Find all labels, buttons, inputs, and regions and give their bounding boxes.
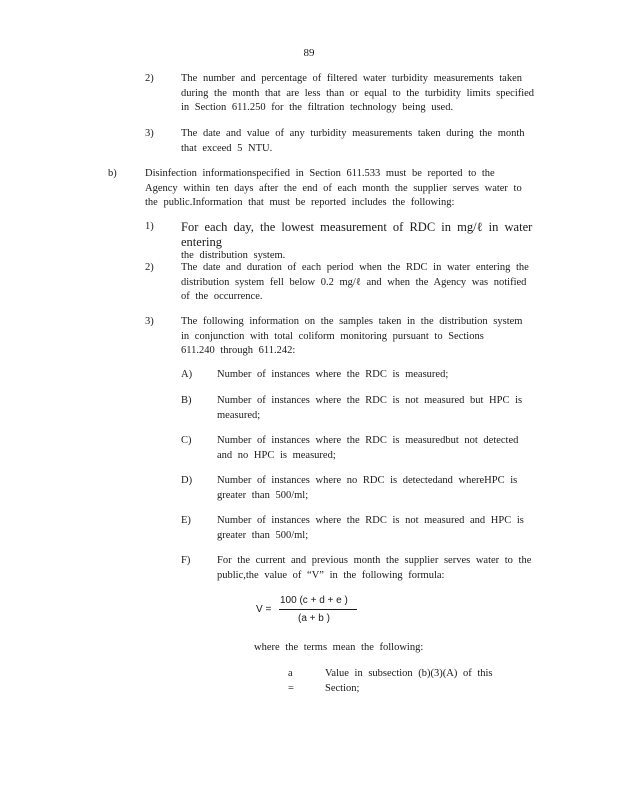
sub-item-line: greater than 500/ml;	[217, 489, 309, 501]
sub-item-label: B)	[181, 395, 192, 406]
page-number: 89	[303, 47, 315, 59]
sub-item-label: F)	[181, 555, 191, 566]
item-label: 1)	[145, 221, 154, 232]
section-line: Disinfection informationspecified in Section 611.533 must be reported to the	[145, 168, 495, 179]
item-line: For each day, the lowest measurement of RDC in mg/ℓ in water entering	[181, 220, 533, 249]
item-line: of the occurrence.	[181, 291, 263, 302]
sub-item-label: A)	[181, 369, 193, 380]
sub-item-line: public,the value of “V” in the following formula:	[217, 569, 445, 581]
sub-item-label: D)	[181, 475, 193, 486]
item-label: 2)	[145, 262, 154, 273]
item-line: the distribution system.	[181, 250, 286, 261]
item-line: distribution system fell below 0.2 mg/ℓ and when the Agency was notified	[181, 276, 527, 288]
section-line: the public.Information that must be reported includes the following:	[145, 197, 455, 208]
item-line: that exceed 5 NTU.	[181, 142, 273, 154]
item-label: 3)	[145, 316, 154, 327]
item-line: in Section 611.250 for the filtration technology being used.	[181, 102, 454, 113]
item-line: The number and percentage of filtered water turbidity measurements taken	[181, 73, 522, 84]
sub-item-line: greater than 500/ml;	[217, 529, 309, 541]
sub-item-line: Number of instances where the RDC is not measured and HPC is	[217, 515, 524, 526]
item-line: 611.240 through 611.242:	[181, 345, 296, 356]
item-label: 3)	[145, 128, 154, 139]
sub-item-line: Number of instances where the RDC is measuredbut not detected	[217, 435, 519, 446]
section-line: Agency within ten days after the end of each month the supplier serves water to	[145, 182, 522, 194]
item-line: The date and duration of each period when the RDC in water entering the	[181, 262, 529, 273]
sub-item-line: Number of instances where no RDC is detectedand whereHPC is	[217, 475, 518, 486]
sub-item-line: Number of instances where the RDC is measured;	[217, 369, 449, 380]
fraction-bar	[279, 609, 357, 610]
sub-item-line: measured;	[217, 409, 261, 421]
sub-item-label: E)	[181, 515, 191, 526]
section-label: b)	[108, 168, 117, 179]
item-line: during the month that are less than or equal to the turbidity limits specified	[181, 87, 535, 99]
term-line: Value in subsection (b)(3)(A) of this	[325, 668, 493, 679]
item-line: in conjunction with total coliform monitoring pursuant to Sections	[181, 330, 484, 342]
sub-item-line: Number of instances where the RDC is not measured but HPC is	[217, 395, 523, 406]
term-key: a =	[288, 668, 294, 694]
term-line: Section;	[325, 682, 360, 694]
item-label: 2)	[145, 73, 154, 84]
document-page: 89 2) The number and percentage of filtered water turbidity measurements taken during the month that are less than or equal to the turbidity limits specified in Section 611.250 for the filtration technology being used. 3) The date and value of any turbidity measurements taken during the month that exceed 5 NTU. b) Disinfection informationspecified in Section 611.533 must be reported to the Agency within ten days after the end of each month the supplier serves water to the public.Information that must be reported includes the following: 1) For each day, the lowest measurement of RDC in mg/ℓ in water entering the distribution system. 2) The date and duration of each period when the RDC in water entering the distribution system fell below 0.2 mg/ℓ and when the Agency was notified of the occurrence. 3) The following information on the samples taken in the distribution system in conjunction with total coliform monitoring pursuant to Sections 611.240 through 611.242: A) Number of instances where the RDC is measured; B) Number of instances where the RDC is not measured but HPC is measured; C) Number of instances where the RDC is measuredbut not detected and no HPC is measured; D) Number of instances where no RDC is detectedand whereHPC is greater than 500/ml; E) Number of instances where the RDC is not measured and HPC is greater than 500/ml; F) For the current and previous month the supplier serves water to the public,the value of “V” in the following formula: V = 100 (c + d + e ) (a + b ) where the terms mean the following: a = Value in subsection (b)(3)(A) of this Section;	[0, 0, 618, 800]
sub-item-label: C)	[181, 435, 192, 446]
formula-lhs: V =	[256, 604, 272, 615]
sub-item-line: and no HPC is measured;	[217, 449, 336, 461]
item-line: The following information on the samples taken in the distribution system	[181, 316, 523, 327]
item-line: The date and value of any turbidity measurements taken during the month	[181, 128, 525, 139]
sub-item-line: For the current and previous month the supplier serves water to the	[217, 555, 532, 566]
formula-numerator: 100 (c + d + e )	[280, 595, 348, 606]
formula-denominator: (a + b )	[298, 613, 330, 624]
